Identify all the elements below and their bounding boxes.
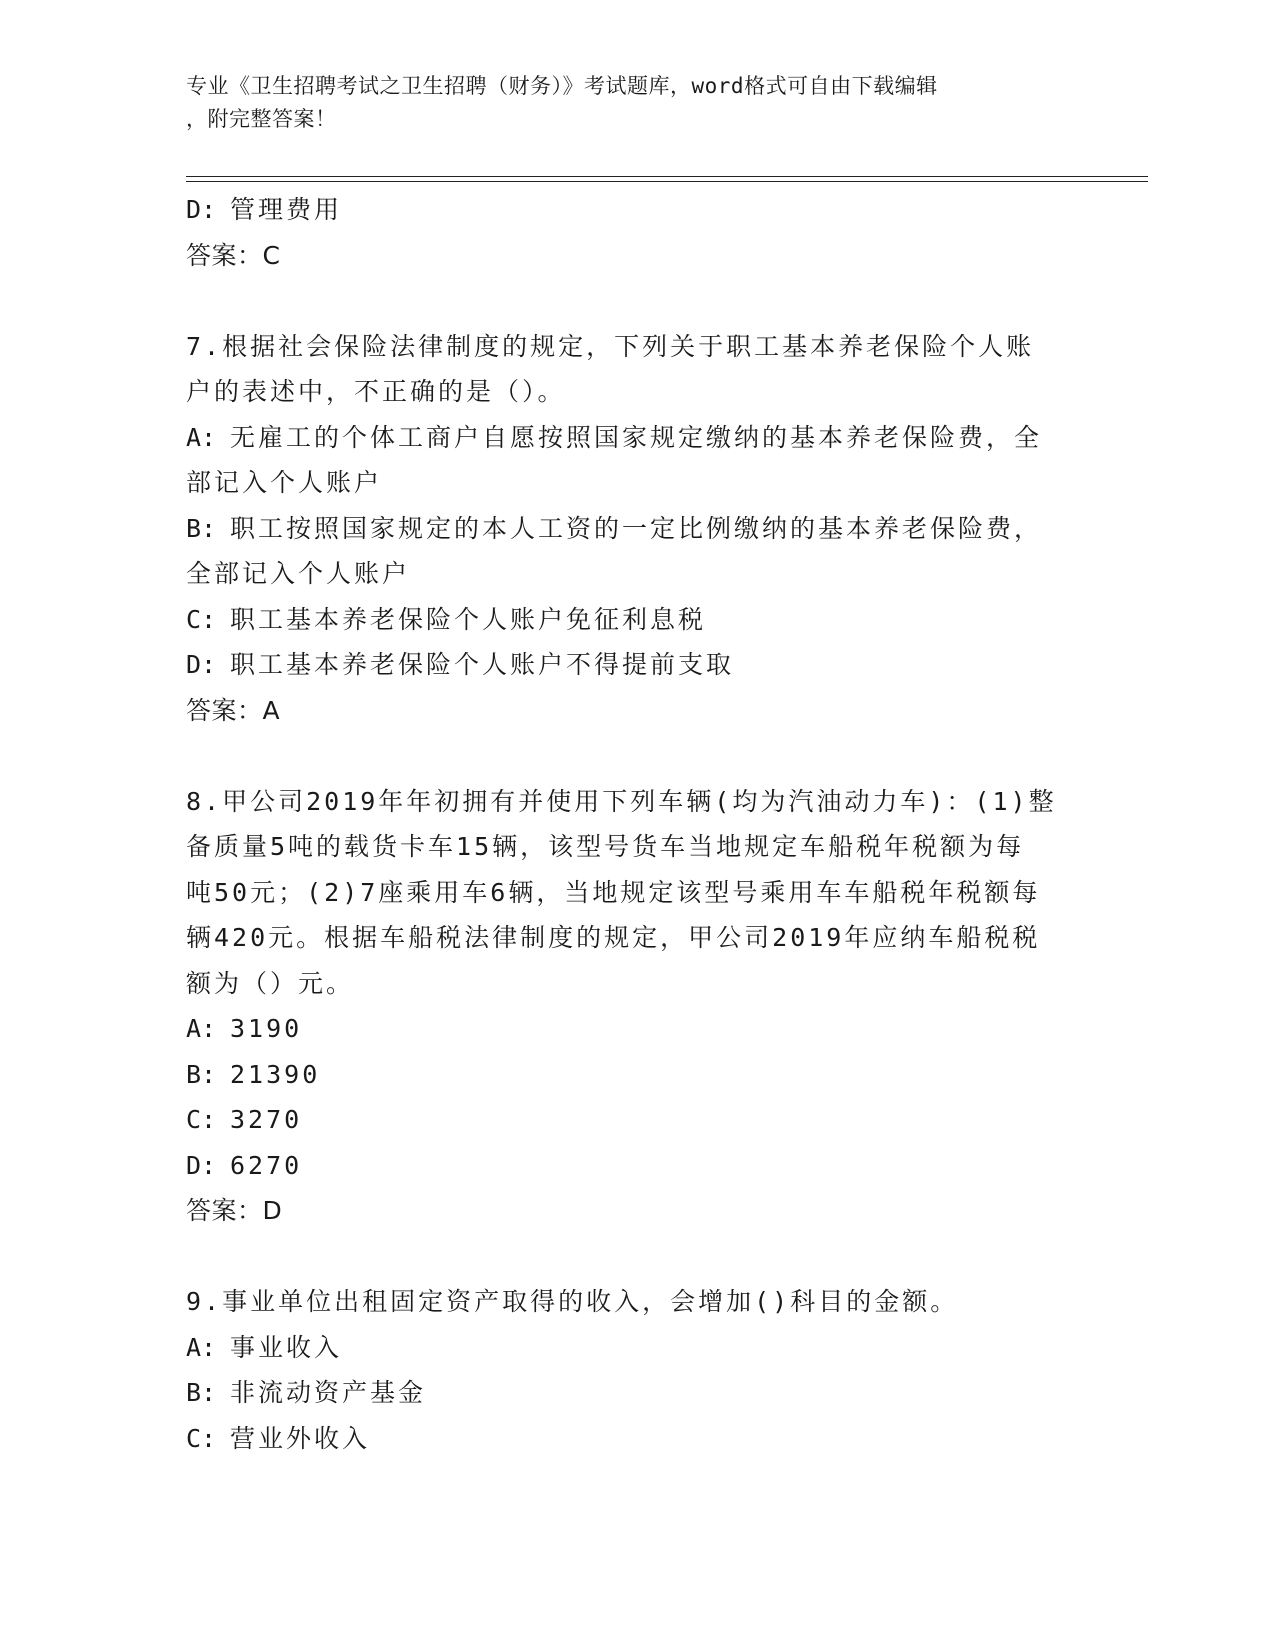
option-b-continued: 全部记入个人账户 xyxy=(186,559,411,588)
option-b xyxy=(186,1052,1086,1098)
header-rule-top xyxy=(186,176,1148,177)
option-label: D: xyxy=(186,1150,217,1180)
option-text: 非流动资产基金 xyxy=(230,1378,427,1407)
option-text: 营业外收入 xyxy=(230,1423,371,1453)
option-b xyxy=(186,506,1086,552)
question-7-stem-1: 7.根据社会保险法律制度的规定，下列关于职工基本养老保险个人账 xyxy=(186,331,1035,361)
option-text: 职工基本养老保险个人账户不得提前支取 xyxy=(230,650,735,679)
option-text: 21390 xyxy=(230,1059,321,1089)
option-text: 3270 xyxy=(230,1105,303,1134)
question-8-stem-3: 吨50元；(2)7座乘用车6辆，当地规定该型号乘用车车船税年税额每 xyxy=(186,877,1041,907)
option-text: 职工按照国家规定的本人工资的一定比例缴纳的基本养老保险费， xyxy=(230,513,1043,543)
header-line-1: 专业《卫生招聘考试之卫生招聘（财务）》考试题库，word格式可自由下载编辑 xyxy=(186,74,938,98)
question-8-stem-2: 备质量5吨的载货卡车15辆，该型号货车当地规定车船税年税额为每 xyxy=(186,832,1025,861)
option-c xyxy=(186,1416,1086,1462)
spacer xyxy=(186,733,1086,779)
header-line-2: ，附完整答案！ xyxy=(186,107,337,131)
question-8-stem-4: 辆420元。根据车船税法律制度的规定，甲公司2019年应纳车船税税 xyxy=(186,923,1041,952)
answer-line: 答案：A xyxy=(186,695,281,725)
option-a xyxy=(186,415,1086,461)
option-label: C: xyxy=(186,1423,217,1453)
option-a xyxy=(186,1325,1086,1371)
option-text: 管理费用 xyxy=(230,195,343,224)
header-rule-bottom xyxy=(186,181,1148,182)
option-text: 6270 xyxy=(230,1150,303,1180)
option-label: B: xyxy=(186,513,217,543)
option-text: 事业收入 xyxy=(230,1332,343,1362)
option-label: C: xyxy=(186,1105,217,1134)
option-label: B: xyxy=(186,1378,217,1407)
option-label: C: xyxy=(186,604,217,634)
option-label: A: xyxy=(186,1332,217,1362)
option-label: D: xyxy=(186,195,217,224)
option-d xyxy=(186,642,1086,688)
question-9-stem-1: 9.事业单位出租固定资产取得的收入，会增加()科目的金额。 xyxy=(186,1287,959,1316)
option-a-continued: 部记入个人账户 xyxy=(186,468,383,497)
question-7-stem-2: 户的表述中，不正确的是（）。 xyxy=(186,377,566,406)
page-header xyxy=(186,70,1066,136)
option-label: A: xyxy=(186,1014,217,1043)
option-text: 3190 xyxy=(230,1014,303,1043)
option-c xyxy=(186,1097,1086,1143)
option-text: 无雇工的个体工商户自愿按照国家规定缴纳的基本养老保险费，全 xyxy=(230,422,1043,452)
option-text: 职工基本养老保险个人账户免征利息税 xyxy=(230,604,707,634)
option-label: D: xyxy=(186,650,217,679)
option-d xyxy=(186,1143,1086,1189)
spacer xyxy=(186,278,1086,324)
option-label: A: xyxy=(186,422,217,452)
answer-line: 答案：C xyxy=(186,240,281,270)
option-label: B: xyxy=(186,1059,217,1089)
question-content xyxy=(186,187,1086,1461)
option-c xyxy=(186,597,1086,643)
question-8-stem-1: 8.甲公司2019年年初拥有并使用下列车辆(均为汽油动力车)：(1)整 xyxy=(186,786,1057,816)
answer-line: 答案：D xyxy=(186,1196,283,1225)
option-b xyxy=(186,1370,1086,1416)
question-8-stem-5: 额为（）元。 xyxy=(186,968,355,998)
option-a xyxy=(186,1006,1086,1052)
option-d xyxy=(186,187,1086,233)
spacer xyxy=(186,1234,1086,1280)
